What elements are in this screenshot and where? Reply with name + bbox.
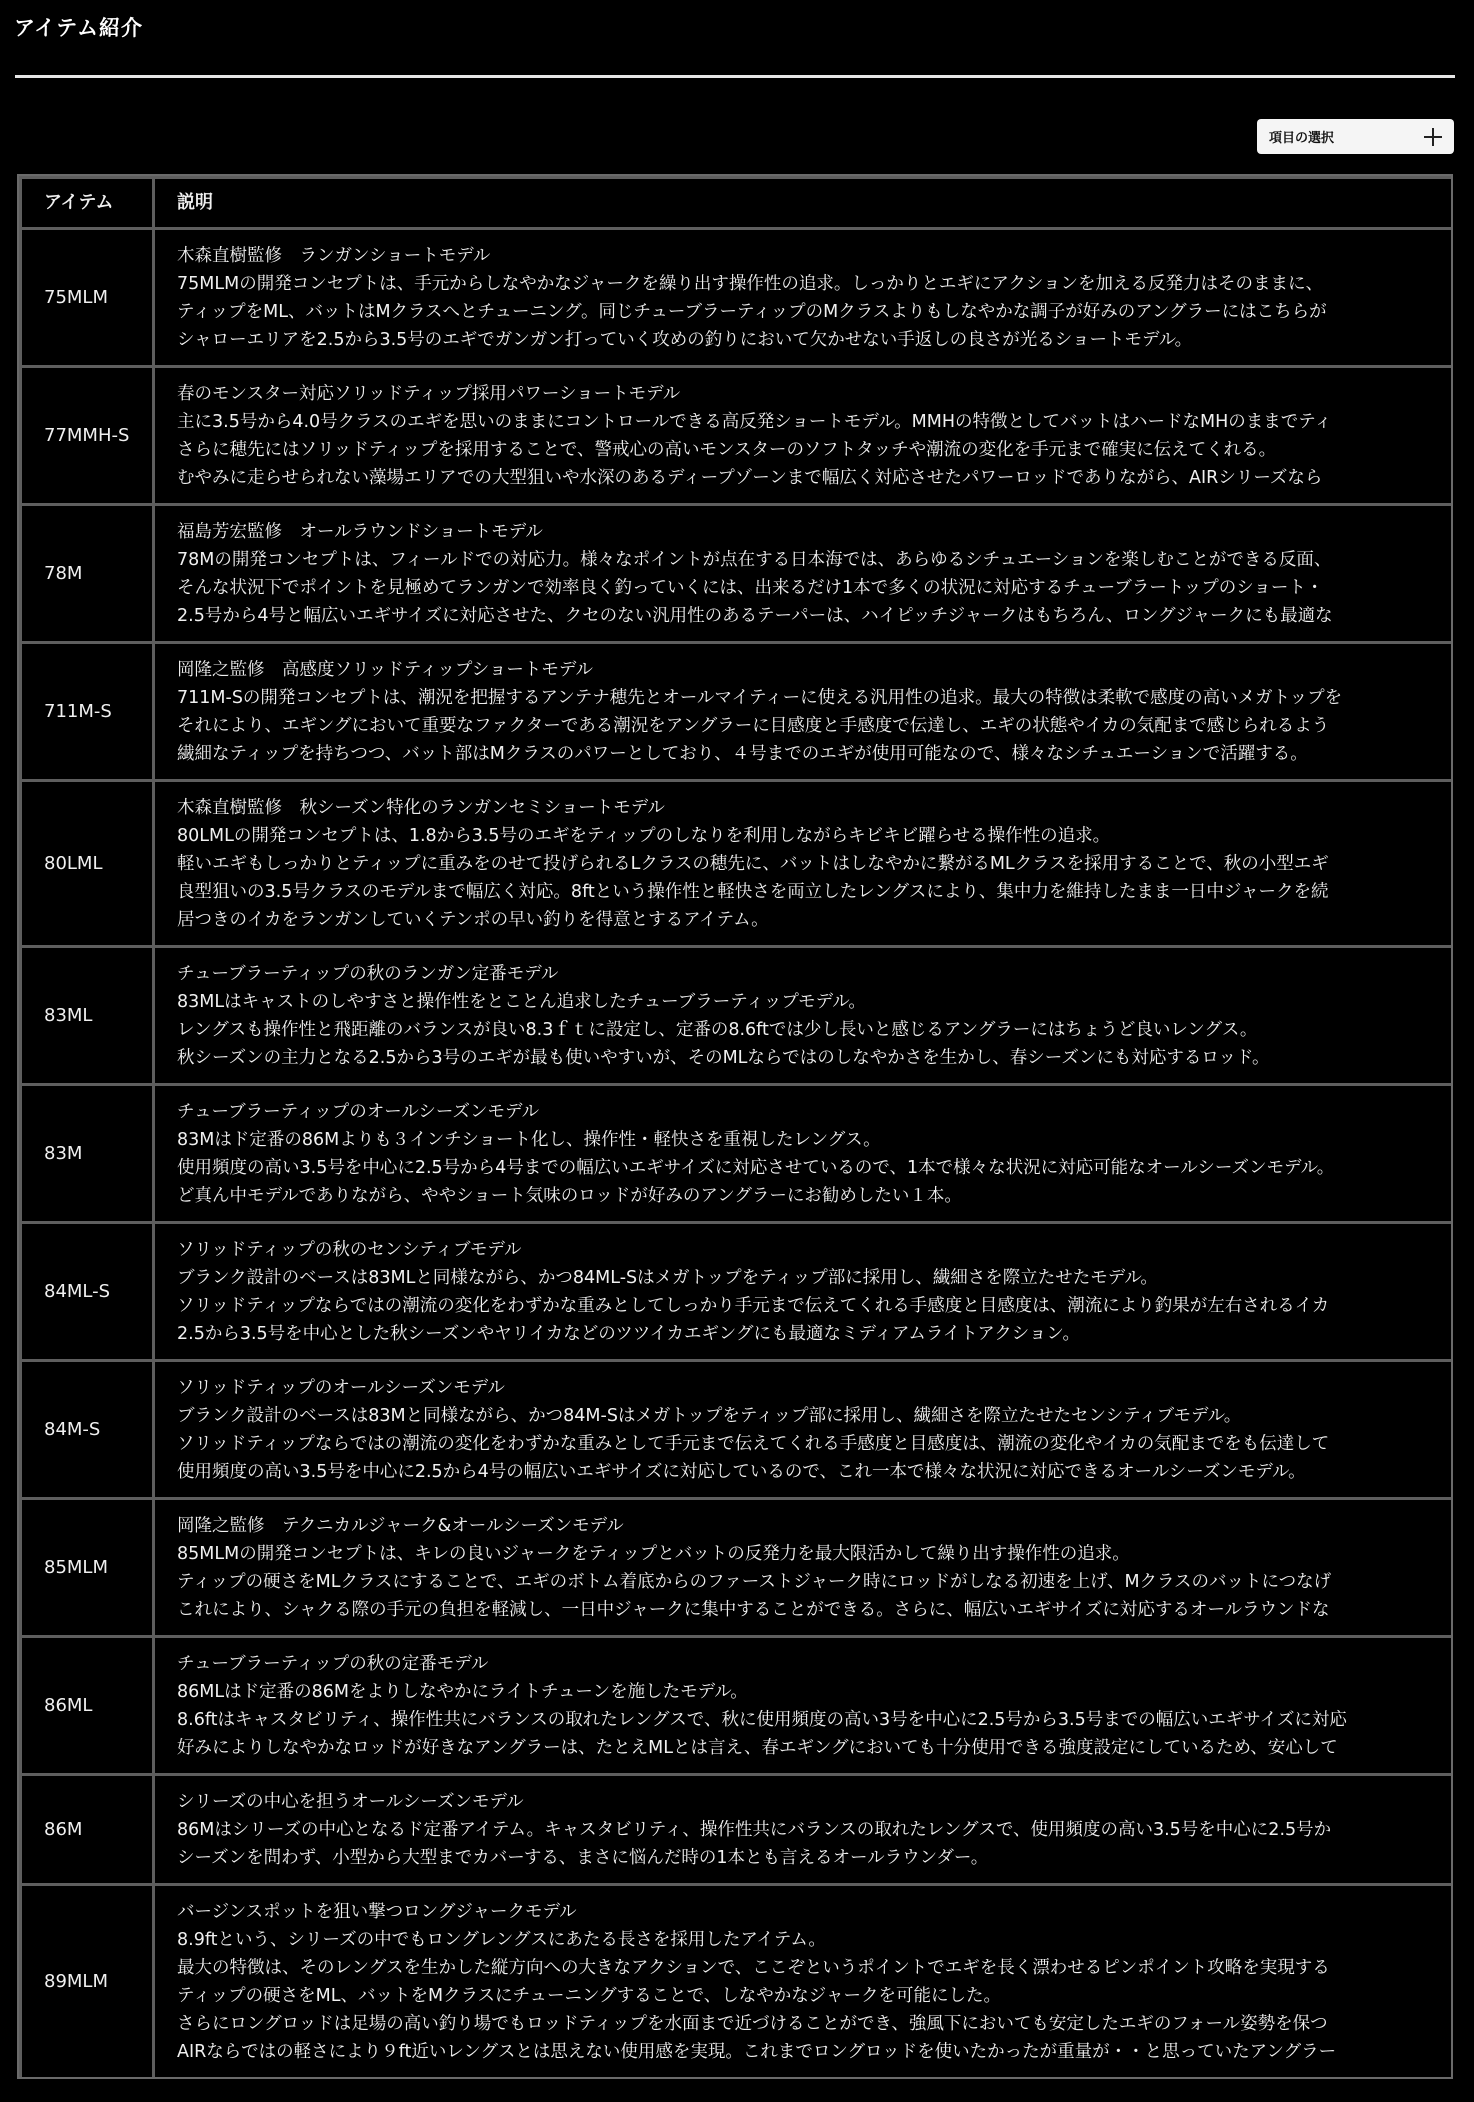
- item-name: 84M-S: [21, 1361, 154, 1499]
- item-name: 77MMH-S: [21, 367, 154, 505]
- description-line: むやみに走らせられない藻場エリアでの大型狙いや水深のあるディープゾーンまで幅広く対応させたパワーロッドでありながら、AIRシリーズなら: [177, 467, 1323, 488]
- description-line: チューブラーティップの秋のランガン定番モデル: [177, 963, 559, 984]
- description-line: そんな状況下でポイントを見極めてランガンで効率良く釣っていくには、出来るだけ1本で多くの状況に対応するチューブラートップのショート・: [177, 577, 1324, 598]
- description-line: 主に3.5号から4.0号クラスのエギを思いのままにコントロールできる高反発ショートモデル。MMHの特徴としてバットはハードなMHのままでティ: [177, 411, 1332, 432]
- item-description: [154, 947, 1454, 1085]
- description-line: 最大の特徴は、そのレングスを生かした縦方向への大きなアクションで、ここぞというポイントでエギを長く漂わせるピンポイント攻略を実現する: [177, 1957, 1330, 1978]
- table-row: [21, 505, 1454, 643]
- table-row: [21, 1885, 1454, 2079]
- item-name: 75MLM: [21, 229, 154, 367]
- description-line: AIRならではの軽さにより９ft近いレングスとは思えない使用感を実現。これまでロングロッドを使いたかったが重量が・・と思っていたアングラー: [177, 2041, 1337, 2062]
- description-line: ソリッドティップならではの潮流の変化をわずかな重みとして手元まで伝えてくれる手感度と目感度は、潮流の変化やイカの気配までをも伝達して: [177, 1433, 1330, 1454]
- item-description: [154, 1637, 1454, 1775]
- table-row: [21, 1637, 1454, 1775]
- table-row: [21, 1775, 1454, 1885]
- description-line: 711M-Sの開発コンセプトは、潮況を把握するアンテナ穂先とオールマイティーに使える汎用性の追求。最大の特徴は柔軟で感度の高いメガトップを: [177, 687, 1343, 708]
- description-line: これにより、シャクる際の手元の負担を軽減し、一日中ジャークに集中することができる。さらに、幅広いエギサイズに対応するオールラウンドな: [177, 1599, 1330, 1620]
- description-line: 8.6ftはキャスタビリティ、操作性共にバランスの取れたレングスで、秋に使用頻度の高い3号を中心に2.5号から3.5号までの幅広いエギサイズに対応: [177, 1709, 1347, 1730]
- description-line: 木森直樹監修 ランガンショートモデル: [177, 245, 491, 266]
- description-line: さらに穂先にはソリッドティップを採用することで、警戒心の高いモンスターのソフトタッチや潮流の変化を手元まで確実に伝えてくれる。: [177, 439, 1277, 460]
- item-description: [154, 643, 1454, 781]
- description-line: チューブラーティップのオールシーズンモデル: [177, 1101, 540, 1122]
- item-description: [154, 367, 1454, 505]
- description-line: ブランク設計のベースは83Mと同様ながら、かつ84M-Sはメガトップをティップ部に採用し、繊細さを際立たせたセンシティブモデル。: [177, 1405, 1242, 1426]
- item-description: [154, 1361, 1454, 1499]
- description-line: ど真ん中モデルでありながら、ややショート気味のロッドが好みのアングラーにお勧めしたい１本。: [177, 1185, 962, 1206]
- description-line: 軽いエギもしっかりとティップに重みをのせて投げられるLクラスの穂先に、バットはしなやかに繋がるMLクラスを採用することで、秋の小型エギ: [177, 853, 1329, 874]
- table-row: [21, 1085, 1454, 1223]
- description-line: シリーズの中心を担うオールシーズンモデル: [177, 1791, 524, 1812]
- item-name: 89MLM: [21, 1885, 154, 2079]
- table-header-row: [21, 178, 1454, 229]
- item-name: 711M-S: [21, 643, 154, 781]
- description-line: ソリッドティップならではの潮流の変化をわずかな重みとしてしっかり手元まで伝えてくれる手感度と目感度は、潮流により釣果が左右されるイカ: [177, 1295, 1330, 1316]
- description-line: ソリッドティップのオールシーズンモデル: [177, 1377, 505, 1398]
- description-line: 80LMLの開発コンセプトは、1.8から3.5号のエギをティップのしなりを利用しながらキビキビ躍らせる操作性の追求。: [177, 825, 1111, 846]
- header-item: アイテム: [21, 178, 154, 229]
- item-table-container[interactable]: [17, 174, 1453, 2079]
- table-row: [21, 367, 1454, 505]
- item-description: [154, 1775, 1454, 1885]
- item-description: [154, 505, 1454, 643]
- description-line: 使用頻度の高い3.5号を中心に2.5から4号の幅広いエギサイズに対応しているので、これ一本で様々な状況に対応できるオールシーズンモデル。: [177, 1461, 1306, 1482]
- description-line: ティップの硬さをMLクラスにすることで、エギのボトム着底からのファーストジャーク時にロッドがしなる初速を上げ、Mクラスのバットにつなげ: [177, 1571, 1332, 1592]
- description-line: 85MLMの開発コンセプトは、キレの良いジャークをティップとバットの反発力を最大限活かして繰り出す操作性の追求。: [177, 1543, 1130, 1564]
- description-line: 86MLはド定番の86Mをよりしなやかにライトチューンを施したモデル。: [177, 1681, 748, 1702]
- table-row: [21, 643, 1454, 781]
- item-description: [154, 1499, 1454, 1637]
- description-line: ティップをML、バットはMクラスへとチューニング。同じチューブラーティップのMクラスよりもしなやかな調子が好みのアングラーにはこちらが: [177, 301, 1327, 322]
- description-line: レングスも操作性と飛距離のバランスが良い8.3ｆｔに設定し、定番の8.6ftでは少し長いと感じるアングラーにはちょうど良いレングス。: [177, 1019, 1258, 1040]
- item-description: [154, 1223, 1454, 1361]
- item-name: 84ML-S: [21, 1223, 154, 1361]
- item-name: 86M: [21, 1775, 154, 1885]
- item-table: [19, 176, 1453, 2079]
- page-title: アイテム紹介: [14, 16, 144, 40]
- description-line: 福島芳宏監修 オールラウンドショートモデル: [177, 521, 543, 542]
- description-line: 良型狙いの3.5号クラスのモデルまで幅広く対応。8ftという操作性と軽快さを両立したレングスにより、集中力を維持したまま一日中ジャークを続: [177, 881, 1329, 902]
- description-line: 好みによりしなやかなロッドが好きなアングラーは、たとえMLとは言え、春エギングにおいても十分使用できる強度設定にしているため、安心して: [177, 1737, 1338, 1758]
- item-name: 85MLM: [21, 1499, 154, 1637]
- description-line: 2.5から3.5号を中心とした秋シーズンやヤリイカなどのツツイカエギングにも最適なミディアムライトアクション。: [177, 1323, 1081, 1344]
- description-line: チューブラーティップの秋の定番モデル: [177, 1653, 489, 1674]
- item-name: 80LML: [21, 781, 154, 947]
- description-line: 83Mはド定番の86Mよりも３インチショート化し、操作性・軽快さを重視したレングス。: [177, 1129, 881, 1150]
- description-line: 岡隆之監修 テクニカルジャーク&オールシーズンモデル: [177, 1515, 624, 1536]
- table-row: [21, 229, 1454, 367]
- item-description: [154, 229, 1454, 367]
- item-select-button[interactable]: [1257, 119, 1454, 154]
- description-line: 86Mはシリーズの中心となるド定番アイテム。キャスタビリティ、操作性共にバランスの取れたレングスで、使用頻度の高い3.5号を中心に2.5号か: [177, 1819, 1332, 1840]
- item-name: 83ML: [21, 947, 154, 1085]
- item-name: 86ML: [21, 1637, 154, 1775]
- description-line: 75MLMの開発コンセプトは、手元からしなやかなジャークを繰り出す操作性の追求。しっかりとエギにアクションを加える反発力はそのままに、: [177, 273, 1323, 294]
- description-line: 岡隆之監修 高感度ソリッドティップショートモデル: [177, 659, 593, 680]
- item-description: [154, 781, 1454, 947]
- item-select-label: 項目の選択: [1269, 131, 1335, 146]
- description-line: 8.9ftという、シリーズの中でもロングレングスにあたる長さを採用したアイテム。: [177, 1929, 826, 1950]
- description-line: 春のモンスター対応ソリッドティップ採用パワーショートモデル: [177, 383, 681, 404]
- description-line: シャローエリアを2.5から3.5号のエギでガンガン打っていく攻めの釣りにおいて欠かせない手返しの良さが光るショートモデル。: [177, 329, 1193, 350]
- table-row: [21, 1499, 1454, 1637]
- description-line: バージンスポットを狙い撃つロングジャークモデル: [177, 1901, 577, 1922]
- description-line: 2.5号から4号と幅広いエギサイズに対応させた、クセのない汎用性のあるテーパーは、ハイピッチジャークはもちろん、ロングジャークにも最適な: [177, 605, 1333, 626]
- table-row: [21, 781, 1454, 947]
- description-line: 秋シーズンの主力となる2.5から3号のエギが最も使いやすいが、そのMLならではのしなやかさを生かし、春シーズンにも対応するロッド。: [177, 1047, 1270, 1068]
- description-line: 繊細なティップを持ちつつ、バット部はMクラスのパワーとしており、４号までのエギが使用可能なので、様々なシチュエーションで活躍する。: [177, 743, 1308, 764]
- header-description: 説明: [154, 178, 1454, 229]
- title-divider: [15, 75, 1455, 78]
- table-row: [21, 1223, 1454, 1361]
- description-line: シーズンを問わず、小型から大型までカバーする、まさに悩んだ時の1本とも言えるオールラウンダー。: [177, 1847, 989, 1868]
- item-name: 78M: [21, 505, 154, 643]
- item-description: [154, 1085, 1454, 1223]
- table-row: [21, 1361, 1454, 1499]
- description-line: 83MLはキャストのしやすさと操作性をとことん追求したチューブラーティップモデル。: [177, 991, 866, 1012]
- plus-icon: [1424, 128, 1442, 146]
- description-line: ソリッドティップの秋のセンシティブモデル: [177, 1239, 522, 1260]
- description-line: さらにロングロッドは足場の高い釣り場でもロッドティップを水面まで近づけることができ、強風下においても安定したエギのフォール姿勢を保つ: [177, 2013, 1328, 2034]
- description-line: 78Mの開発コンセプトは、フィールドでの対応力。様々なポイントが点在する日本海では、あらゆるシチュエーションを楽しむことができる反面、: [177, 549, 1332, 570]
- description-line: 使用頻度の高い3.5号を中心に2.5号から4号までの幅広いエギサイズに対応させているので、1本で様々な状況に対応可能なオールシーズンモデル。: [177, 1157, 1335, 1178]
- description-line: ブランク設計のベースは83MLと同様ながら、かつ84ML-Sはメガトップをティップ部に採用し、繊細さを際立たせたモデル。: [177, 1267, 1158, 1288]
- item-name: 83M: [21, 1085, 154, 1223]
- description-line: 木森直樹監修 秋シーズン特化のランガンセミショートモデル: [177, 797, 665, 818]
- item-description: [154, 1885, 1454, 2079]
- description-line: 居つきのイカをランガンしていくテンポの早い釣りを得意とするアイテム。: [177, 909, 769, 930]
- description-line: それにより、エギングにおいて重要なファクターである潮況をアングラーに目感度と手感度で伝達し、エギの状態やイカの気配まで感じられるよう: [177, 715, 1330, 736]
- description-line: ティップの硬さをML、バットをMクラスにチューニングすることで、しなやかなジャークを可能にした。: [177, 1985, 1001, 2006]
- table-row: [21, 947, 1454, 1085]
